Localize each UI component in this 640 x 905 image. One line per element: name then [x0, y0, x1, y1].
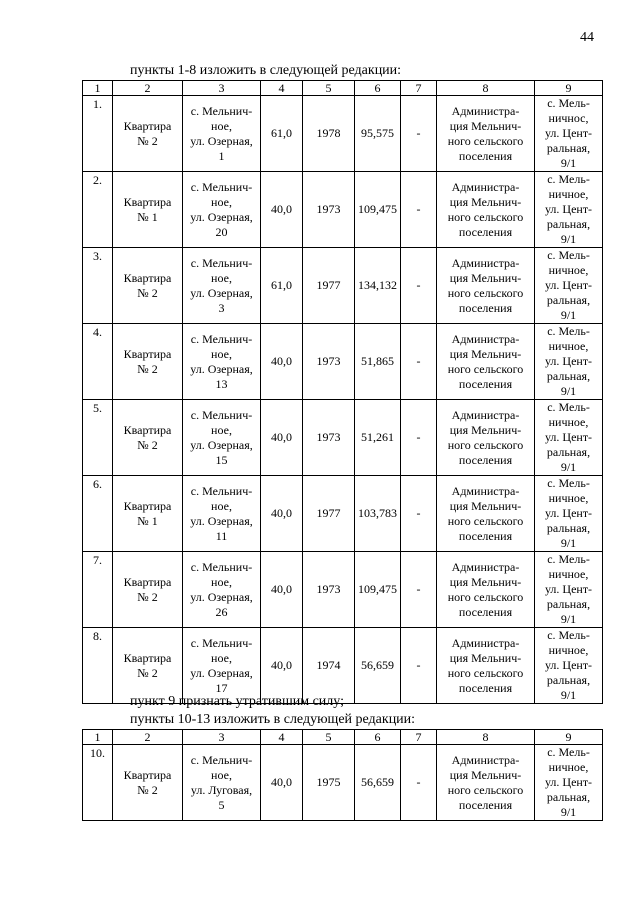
- cell-cost: 51,261: [355, 400, 401, 476]
- column-number-row: [83, 81, 603, 96]
- owner-name-line: ция Мельнич-: [449, 346, 522, 361]
- owner-address-line: ул. Цент-: [544, 582, 593, 596]
- object-address-line: ул. Озерная,: [190, 285, 253, 300]
- owner-name-line: поселения: [458, 528, 513, 543]
- cell-area: 40,0: [261, 476, 303, 552]
- owner-address-line: 9/1: [560, 805, 577, 819]
- cell-owner-address: [535, 248, 603, 324]
- cell-row-number: 2.: [83, 172, 113, 248]
- table-row: [83, 172, 603, 248]
- owner-name-line: ция Мельнич-: [449, 767, 522, 782]
- owner-address-line: ул. Цент-: [544, 278, 593, 292]
- table-row: [83, 628, 603, 704]
- object-address-line: ное,: [211, 118, 232, 133]
- object-address-line: 20: [215, 224, 228, 239]
- object-address-line: ное,: [211, 498, 232, 513]
- object-address-line: ное,: [211, 650, 232, 665]
- cell-object-address: [183, 96, 261, 172]
- owner-name-line: Администра-: [451, 255, 520, 270]
- column-number: 6: [355, 81, 401, 96]
- owner-name-line: поселения: [458, 452, 513, 467]
- owner-name-line: ного сельского: [447, 782, 524, 797]
- object-address-line: с. Мельнич-: [190, 559, 253, 574]
- owner-name-line: поселения: [458, 797, 513, 812]
- intro-text-items-1-8: пункты 1-8 изложить в следующей редакции:: [130, 63, 402, 78]
- owner-address-line: ральная,: [546, 790, 591, 804]
- object-address-line: с. Мельнич-: [190, 407, 253, 422]
- cell-object-name: [113, 324, 183, 400]
- owner-name-line: ция Мельнич-: [449, 498, 522, 513]
- column-number: 9: [535, 730, 603, 745]
- owner-address-line: ул. Цент-: [544, 430, 593, 444]
- owner-address-line: 9/1: [560, 384, 577, 398]
- cell-col-7-value: -: [401, 745, 437, 821]
- owner-address-line: ул. Цент-: [544, 775, 593, 789]
- owner-name-line: Администра-: [451, 483, 520, 498]
- cell-owner-name: [437, 400, 535, 476]
- owner-address-line: 9/1: [560, 612, 577, 626]
- owner-address-line: ральная,: [546, 293, 591, 307]
- cell-owner-name: [437, 96, 535, 172]
- column-number: 3: [183, 730, 261, 745]
- cell-owner-name: [437, 324, 535, 400]
- object-address-line: 15: [215, 452, 228, 467]
- column-number: 6: [355, 730, 401, 745]
- owner-address-line: 9/1: [560, 460, 577, 474]
- object-address-line: 13: [215, 376, 228, 391]
- cell-row-number: 5.: [83, 400, 113, 476]
- cell-object-name: [113, 628, 183, 704]
- cell-area: 61,0: [261, 248, 303, 324]
- owner-address-line: ральная,: [546, 445, 591, 459]
- cell-cost: 51,865: [355, 324, 401, 400]
- owner-name-line: ного сельского: [447, 209, 524, 224]
- owner-name-line: Администра-: [451, 752, 520, 767]
- column-number: 2: [113, 730, 183, 745]
- object-address-line: ул. Озерная,: [190, 133, 253, 148]
- owner-address-line: ральная,: [546, 673, 591, 687]
- cell-object-name: [113, 172, 183, 248]
- cell-cost: 56,659: [355, 745, 401, 821]
- object-address-line: с. Мельнич-: [190, 103, 253, 118]
- cell-owner-name: [437, 552, 535, 628]
- column-number: 4: [261, 81, 303, 96]
- object-address-line: с. Мельнич-: [190, 635, 253, 650]
- object-address-line: с. Мельнич-: [190, 255, 253, 270]
- cell-object-address: [183, 248, 261, 324]
- owner-address-line: с. Мель-: [547, 628, 590, 642]
- object-address-line: 5: [218, 797, 225, 812]
- column-number: 7: [401, 81, 437, 96]
- property-table-items-10-13: [82, 729, 603, 821]
- owner-address-line: ничнос,: [548, 111, 589, 125]
- owner-name-line: ция Мельнич-: [449, 270, 522, 285]
- owner-address-line: ул. Цент-: [544, 658, 593, 672]
- object-address-line: ное,: [211, 574, 232, 589]
- cell-owner-address: [535, 476, 603, 552]
- owner-name-line: ного сельского: [447, 361, 524, 376]
- object-name-line: Квартира: [123, 767, 172, 782]
- owner-name-line: поселения: [458, 224, 513, 239]
- object-name-line: № 2: [137, 782, 158, 797]
- object-name-line: Квартира: [123, 346, 172, 361]
- owner-name-line: Администра-: [451, 407, 520, 422]
- cell-area: 40,0: [261, 400, 303, 476]
- property-table-items-1-8: [82, 80, 603, 704]
- object-name-line: № 1: [137, 513, 158, 528]
- object-address-line: 11: [215, 528, 228, 543]
- owner-name-line: ного сельского: [447, 133, 524, 148]
- cell-object-address: [183, 552, 261, 628]
- owner-name-line: Администра-: [451, 559, 520, 574]
- object-address-line: 1: [218, 148, 225, 163]
- cell-cost: 95,575: [355, 96, 401, 172]
- owner-address-line: ничное,: [548, 760, 589, 774]
- owner-address-line: с. Мель-: [547, 324, 590, 338]
- cell-object-name: [113, 96, 183, 172]
- object-name-line: Квартира: [123, 574, 172, 589]
- object-address-line: с. Мельнич-: [190, 179, 253, 194]
- cell-object-name: [113, 400, 183, 476]
- owner-address-line: ральная,: [546, 521, 591, 535]
- column-number: 2: [113, 81, 183, 96]
- owner-name-line: Администра-: [451, 331, 520, 346]
- column-number: 5: [303, 730, 355, 745]
- cell-area: 40,0: [261, 552, 303, 628]
- cell-col-7-value: -: [401, 324, 437, 400]
- cell-cost: 109,475: [355, 172, 401, 248]
- column-number: 8: [437, 730, 535, 745]
- cell-row-number: 4.: [83, 324, 113, 400]
- cell-area: 40,0: [261, 324, 303, 400]
- cell-row-number: 10.: [83, 745, 113, 821]
- owner-name-line: ция Мельнич-: [449, 574, 522, 589]
- intro-text-items-10-13: пункты 10-13 изложить в следующей редакции:: [130, 712, 416, 727]
- cell-object-name: [113, 552, 183, 628]
- object-address-line: с. Мельнич-: [190, 331, 253, 346]
- cell-area: 40,0: [261, 628, 303, 704]
- owner-address-line: с. Мель-: [547, 96, 590, 110]
- cell-area: 40,0: [261, 172, 303, 248]
- column-number: 8: [437, 81, 535, 96]
- object-address-line: ул. Озерная,: [190, 513, 253, 528]
- object-address-line: ул. Озерная,: [190, 361, 253, 376]
- object-name-line: № 2: [137, 437, 158, 452]
- cell-year-built: 1974: [303, 628, 355, 704]
- owner-name-line: Администра-: [451, 179, 520, 194]
- owner-address-line: 9/1: [560, 688, 577, 702]
- table-row: [83, 745, 603, 821]
- cancel-text-item-9: пункт 9 признать утратившим силу;: [130, 694, 344, 709]
- cell-year-built: 1975: [303, 745, 355, 821]
- owner-name-line: ция Мельнич-: [449, 194, 522, 209]
- object-address-line: ул. Озерная,: [190, 665, 253, 680]
- object-address-line: ул. Луговая,: [190, 782, 253, 797]
- owner-address-line: 9/1: [560, 232, 577, 246]
- owner-address-line: ничное,: [548, 567, 589, 581]
- table-row: [83, 96, 603, 172]
- object-name-line: № 2: [137, 665, 158, 680]
- object-name-line: Квартира: [123, 194, 172, 209]
- object-name-line: № 2: [137, 133, 158, 148]
- cell-owner-address: [535, 324, 603, 400]
- cell-object-name: [113, 745, 183, 821]
- column-number: 9: [535, 81, 603, 96]
- object-address-line: 26: [215, 604, 228, 619]
- object-name-line: № 2: [137, 589, 158, 604]
- cell-object-name: [113, 476, 183, 552]
- cell-owner-address: [535, 628, 603, 704]
- owner-address-line: ничное,: [548, 187, 589, 201]
- cell-row-number: 6.: [83, 476, 113, 552]
- owner-address-line: с. Мель-: [547, 745, 590, 759]
- cell-object-address: [183, 628, 261, 704]
- cell-row-number: 7.: [83, 552, 113, 628]
- owner-name-line: поселения: [458, 604, 513, 619]
- table-row: [83, 400, 603, 476]
- owner-address-line: ул. Цент-: [544, 354, 593, 368]
- owner-address-line: 9/1: [560, 308, 577, 322]
- cell-year-built: 1973: [303, 400, 355, 476]
- column-number: 3: [183, 81, 261, 96]
- table-row: [83, 248, 603, 324]
- cell-year-built: 1977: [303, 248, 355, 324]
- owner-address-line: ничное,: [548, 643, 589, 657]
- cell-cost: 109,475: [355, 552, 401, 628]
- owner-address-line: ул. Цент-: [544, 506, 593, 520]
- cell-owner-name: [437, 628, 535, 704]
- object-address-line: ное,: [211, 270, 232, 285]
- column-number: 1: [83, 81, 113, 96]
- object-name-line: Квартира: [123, 270, 172, 285]
- cell-owner-address: [535, 552, 603, 628]
- cell-cost: 56,659: [355, 628, 401, 704]
- object-address-line: ное,: [211, 422, 232, 437]
- cell-owner-name: [437, 248, 535, 324]
- cell-object-address: [183, 172, 261, 248]
- object-address-line: 17: [215, 680, 228, 695]
- object-address-line: ул. Озерная,: [190, 589, 253, 604]
- owner-address-line: ничное,: [548, 263, 589, 277]
- cell-object-address: [183, 400, 261, 476]
- object-address-line: ул. Озерная,: [190, 437, 253, 452]
- cell-area: 61,0: [261, 96, 303, 172]
- owner-address-line: ничное,: [548, 491, 589, 505]
- owner-address-line: ул. Цент-: [544, 202, 593, 216]
- table-row: [83, 324, 603, 400]
- object-name-line: Квартира: [123, 118, 172, 133]
- column-number: 1: [83, 730, 113, 745]
- object-address-line: ул. Озерная,: [190, 209, 253, 224]
- column-number: 4: [261, 730, 303, 745]
- column-number: 5: [303, 81, 355, 96]
- owner-address-line: с. Мель-: [547, 172, 590, 186]
- owner-name-line: поселения: [458, 148, 513, 163]
- owner-name-line: ция Мельнич-: [449, 118, 522, 133]
- owner-name-line: ного сельского: [447, 513, 524, 528]
- cell-owner-address: [535, 400, 603, 476]
- cell-cost: 103,783: [355, 476, 401, 552]
- owner-name-line: Администра-: [451, 635, 520, 650]
- owner-name-line: поселения: [458, 680, 513, 695]
- cell-owner-address: [535, 745, 603, 821]
- object-name-line: Квартира: [123, 650, 172, 665]
- owner-name-line: ного сельского: [447, 665, 524, 680]
- owner-name-line: ного сельского: [447, 285, 524, 300]
- object-name-line: № 2: [137, 361, 158, 376]
- object-address-line: 3: [218, 300, 225, 315]
- cell-col-7-value: -: [401, 400, 437, 476]
- cell-owner-address: [535, 96, 603, 172]
- object-address-line: ное,: [211, 194, 232, 209]
- owner-address-line: с. Мель-: [547, 400, 590, 414]
- owner-address-line: ральная,: [546, 597, 591, 611]
- cell-object-address: [183, 476, 261, 552]
- object-name-line: Квартира: [123, 422, 172, 437]
- owner-name-line: ция Мельнич-: [449, 650, 522, 665]
- owner-address-line: ральная,: [546, 369, 591, 383]
- cell-area: 40,0: [261, 745, 303, 821]
- object-name-line: Квартира: [123, 498, 172, 513]
- cell-col-7-value: -: [401, 552, 437, 628]
- owner-address-line: с. Мель-: [547, 248, 590, 262]
- cell-year-built: 1973: [303, 324, 355, 400]
- object-address-line: с. Мельнич-: [190, 752, 253, 767]
- owner-name-line: поселения: [458, 376, 513, 391]
- cell-col-7-value: -: [401, 96, 437, 172]
- owner-address-line: 9/1: [560, 156, 577, 170]
- owner-address-line: ральная,: [546, 217, 591, 231]
- cell-owner-name: [437, 476, 535, 552]
- object-name-line: № 1: [137, 209, 158, 224]
- owner-name-line: ного сельского: [447, 437, 524, 452]
- owner-address-line: ничное,: [548, 415, 589, 429]
- object-address-line: с. Мельнич-: [190, 483, 253, 498]
- owner-name-line: Администра-: [451, 103, 520, 118]
- owner-name-line: ного сельского: [447, 589, 524, 604]
- owner-address-line: ул. Цент-: [544, 126, 593, 140]
- table-row: [83, 552, 603, 628]
- owner-address-line: ничное,: [548, 339, 589, 353]
- cell-col-7-value: -: [401, 476, 437, 552]
- cell-col-7-value: -: [401, 172, 437, 248]
- cell-cost: 134,132: [355, 248, 401, 324]
- cell-row-number: 3.: [83, 248, 113, 324]
- cell-year-built: 1977: [303, 476, 355, 552]
- owner-address-line: ральная,: [546, 141, 591, 155]
- cell-col-7-value: -: [401, 248, 437, 324]
- cell-owner-name: [437, 172, 535, 248]
- cell-object-name: [113, 248, 183, 324]
- cell-col-7-value: -: [401, 628, 437, 704]
- object-name-line: № 2: [137, 285, 158, 300]
- cell-owner-name: [437, 745, 535, 821]
- cell-year-built: 1973: [303, 552, 355, 628]
- cell-row-number: 8.: [83, 628, 113, 704]
- owner-address-line: с. Мель-: [547, 476, 590, 490]
- owner-name-line: ция Мельнич-: [449, 422, 522, 437]
- owner-address-line: с. Мель-: [547, 552, 590, 566]
- cell-year-built: 1973: [303, 172, 355, 248]
- column-number: 7: [401, 730, 437, 745]
- object-address-line: ное,: [211, 767, 232, 782]
- page-number: 44: [580, 30, 594, 45]
- owner-name-line: поселения: [458, 300, 513, 315]
- cell-owner-address: [535, 172, 603, 248]
- cell-row-number: 1.: [83, 96, 113, 172]
- owner-address-line: 9/1: [560, 536, 577, 550]
- cell-year-built: 1978: [303, 96, 355, 172]
- column-number-row: [83, 730, 603, 745]
- cell-object-address: [183, 324, 261, 400]
- object-address-line: ное,: [211, 346, 232, 361]
- table-row: [83, 476, 603, 552]
- cell-object-address: [183, 745, 261, 821]
